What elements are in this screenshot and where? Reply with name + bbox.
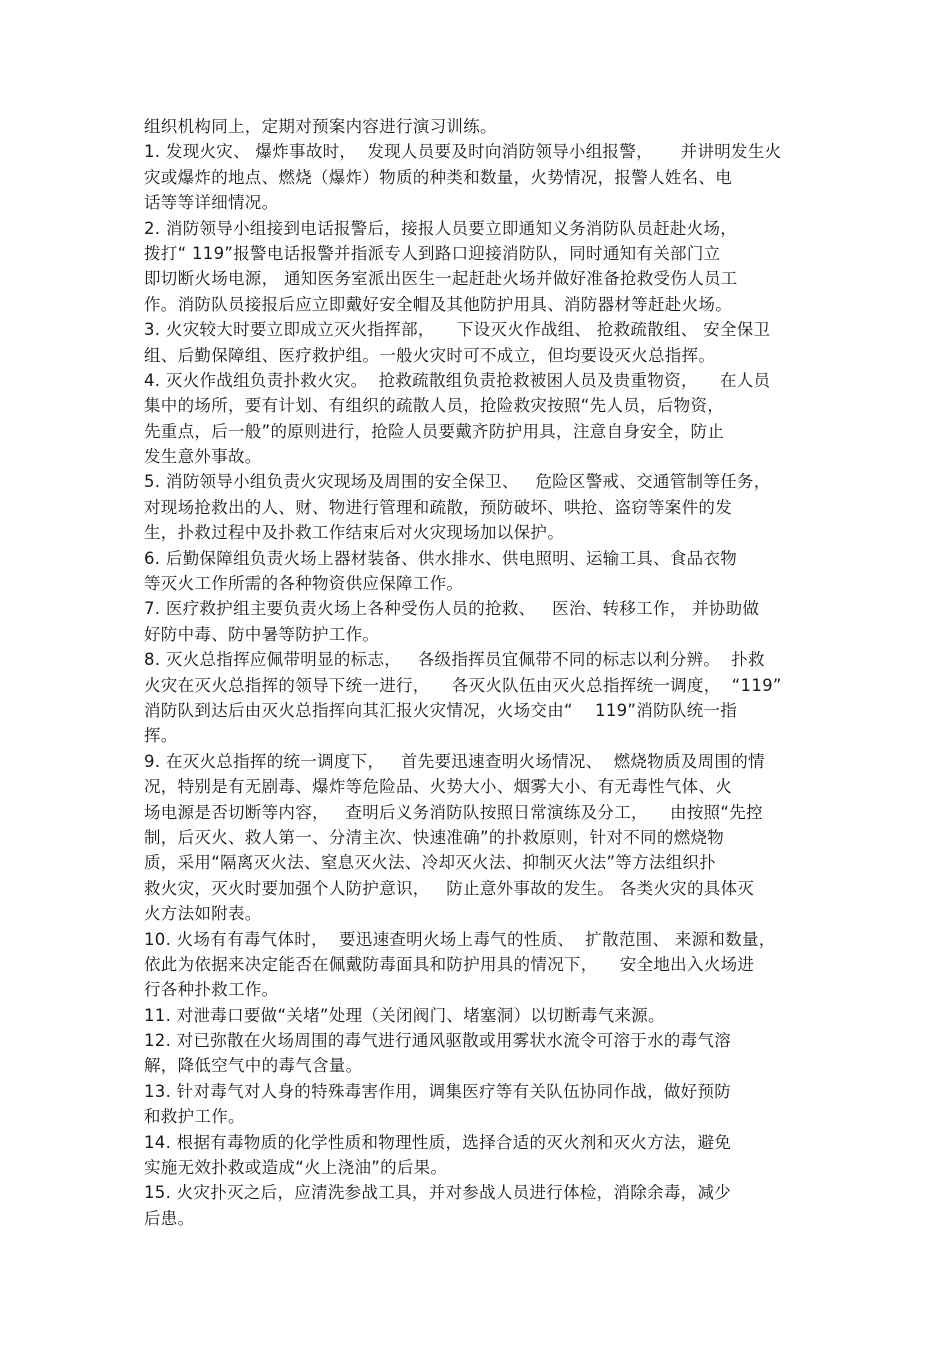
- text-line: 和救护工作。: [144, 1107, 245, 1127]
- text-line: 好防中毒、防中暑等防护工作。: [144, 624, 380, 644]
- text-line: 集中的场所，要有计划、有组织的疏散人员，抢险救灾按照“先人员，后物资，: [144, 396, 725, 416]
- text-line: 组织机构同上，定期对预案内容进行演习训练。: [144, 117, 497, 136]
- text-line: 4. 灭火作战组负责扑救火灾。 抢救疏散组负责抢救被困人员及贵重物资， 在人员: [144, 370, 771, 390]
- text-line: 火灾在灭火总指挥的领导下统一进行， 各灭火队伍由灭火总指挥统一调度， “119”: [144, 675, 782, 695]
- text-line: 等灭火工作所需的各种物资供应保障工作。: [144, 574, 464, 594]
- text-line: 挥。: [144, 726, 178, 746]
- text-line: 生，扑救过程中及扑救工作结束后对火灾现场加以保护。: [144, 523, 564, 543]
- text-line: 后患。: [144, 1208, 195, 1228]
- text-line: 解，降低空气中的毒气含量。: [144, 1056, 363, 1076]
- text-line: 对现场抢救出的人、财、物进行管理和疏散，预防破坏、哄抢、盗窃等案件的发: [144, 497, 732, 517]
- text-line: 7. 医疗救护组主要负责火场上各种受伤人员的抢救、 医治、转移工作， 并协助做: [144, 599, 760, 619]
- text-line: 3. 火灾较大时要立即成立灭火指挥部， 下设灭火作战组、 抢救疏散组、 安全保卫: [144, 320, 771, 340]
- text-line: 即切断火场电源， 通知医务室派出医生一起赶赴火场并做好准备抢救受伤人员工: [144, 269, 738, 289]
- text-line: 10. 火场有有毒气体时， 要迅速查明火场上毒气的性质、 扩散范围、 来源和数量，: [144, 929, 776, 949]
- text-line: 2. 消防领导小组接到电话报警后，接报人员要立即通知义务消防队员赶赴火场，: [144, 218, 738, 238]
- text-line: 先重点，后一般”的原则进行，抢险人员要戴齐防护用具，注意自身安全，防止: [144, 421, 725, 441]
- text-line: 15. 火灾扑灭之后，应清洗参战工具，并对参战人员进行体检，消除余毒，减少: [144, 1183, 732, 1203]
- text-line: 5. 消防领导小组负责火灾现场及周围的安全保卫、 危险区警戒、交通管制等任务，: [144, 472, 771, 492]
- text-line: 火方法如附表。: [144, 904, 262, 924]
- text-line: 8. 灭火总指挥应佩带明显的标志， 各级指挥员宜佩带不同的标志以利分辨。 扑救: [144, 650, 765, 670]
- text-line: 制，后灭火、救人第一、分清主次、快速准确”的扑救原则，针对不同的燃烧物: [144, 827, 725, 847]
- text-line: 话等等详细情况。: [144, 193, 279, 213]
- text-line: 灾或爆炸的地点、燃烧（爆炸）物质的种类和数量，火势情况，报警人姓名、电: [144, 167, 732, 187]
- text-line: 依此为依据来决定能否在佩戴防毒面具和防护用具的情况下， 安全地出入火场进: [144, 954, 755, 974]
- text-line: 拨打“ 119”报警电话报警并指派专人到路口迎接消防队，同时通知有关部门立: [144, 243, 721, 263]
- text-line: 场电源是否切断等内容， 查明后义务消防队按照日常演练及分工， 由按照“先控: [144, 802, 763, 822]
- text-line: 实施无效扑救或造成“火上浇油”的后果。: [144, 1158, 448, 1178]
- text-line: 9. 在灭火总指挥的统一调度下， 首先要迅速查明火场情况、 燃烧物质及周围的情: [144, 751, 765, 771]
- text-line: 消防队到达后由灭火总指挥向其汇报火灾情况，火场交由“ 119”消防队统一指: [144, 700, 738, 720]
- text-line: 救火灾，灭火时要加强个人防护意识， 防止意外事故的发生。 各类火灾的具体灭: [144, 878, 755, 898]
- text-line: 11. 对泄毒口要做“关堵”处理（关闭阀门、堵塞洞）以切断毒气来源。: [144, 1005, 665, 1025]
- text-line: 13. 针对毒气对人身的特殊毒害作用，调集医疗等有关队伍协同作战，做好预防: [144, 1081, 732, 1101]
- text-line: 作。消防队员接报后应立即戴好安全帽及其他防护用具、消防器材等赶赴火场。: [144, 294, 732, 314]
- text-line: 行各种扑救工作。: [144, 980, 279, 1000]
- text-line: 1. 发现火灾、 爆炸事故时， 发现人员要及时向消防领导小组报警， 并讲明发生火: [144, 142, 782, 162]
- text-line: 12. 对已弥散在火场周围的毒气进行通风驱散或用雾状水流令可溶于水的毒气溶: [144, 1031, 732, 1051]
- document-body: [144, 114, 814, 1231]
- text-line: 质，采用“隔离灭火法、窒息灭火法、冷却灭火法、抑制灭火法”等方法组织扑: [144, 853, 717, 873]
- text-line: 6. 后勤保障组负责火场上器材装备、供水排水、供电照明、运输工具、食品衣物: [144, 548, 738, 568]
- text-line: 14. 根据有毒物质的化学性质和物理性质，选择合适的灭火剂和灭火方法，避免: [144, 1132, 732, 1152]
- text-line: 发生意外事故。: [144, 447, 262, 467]
- text-line: 组、后勤保障组、医疗救护组。一般火灾时可不成立，但均要设灭火总指挥。: [144, 345, 716, 365]
- text-line: 况，特别是有无剧毒、爆炸等危险品、火势大小、烟雾大小、有无毒性气体、火: [144, 777, 732, 797]
